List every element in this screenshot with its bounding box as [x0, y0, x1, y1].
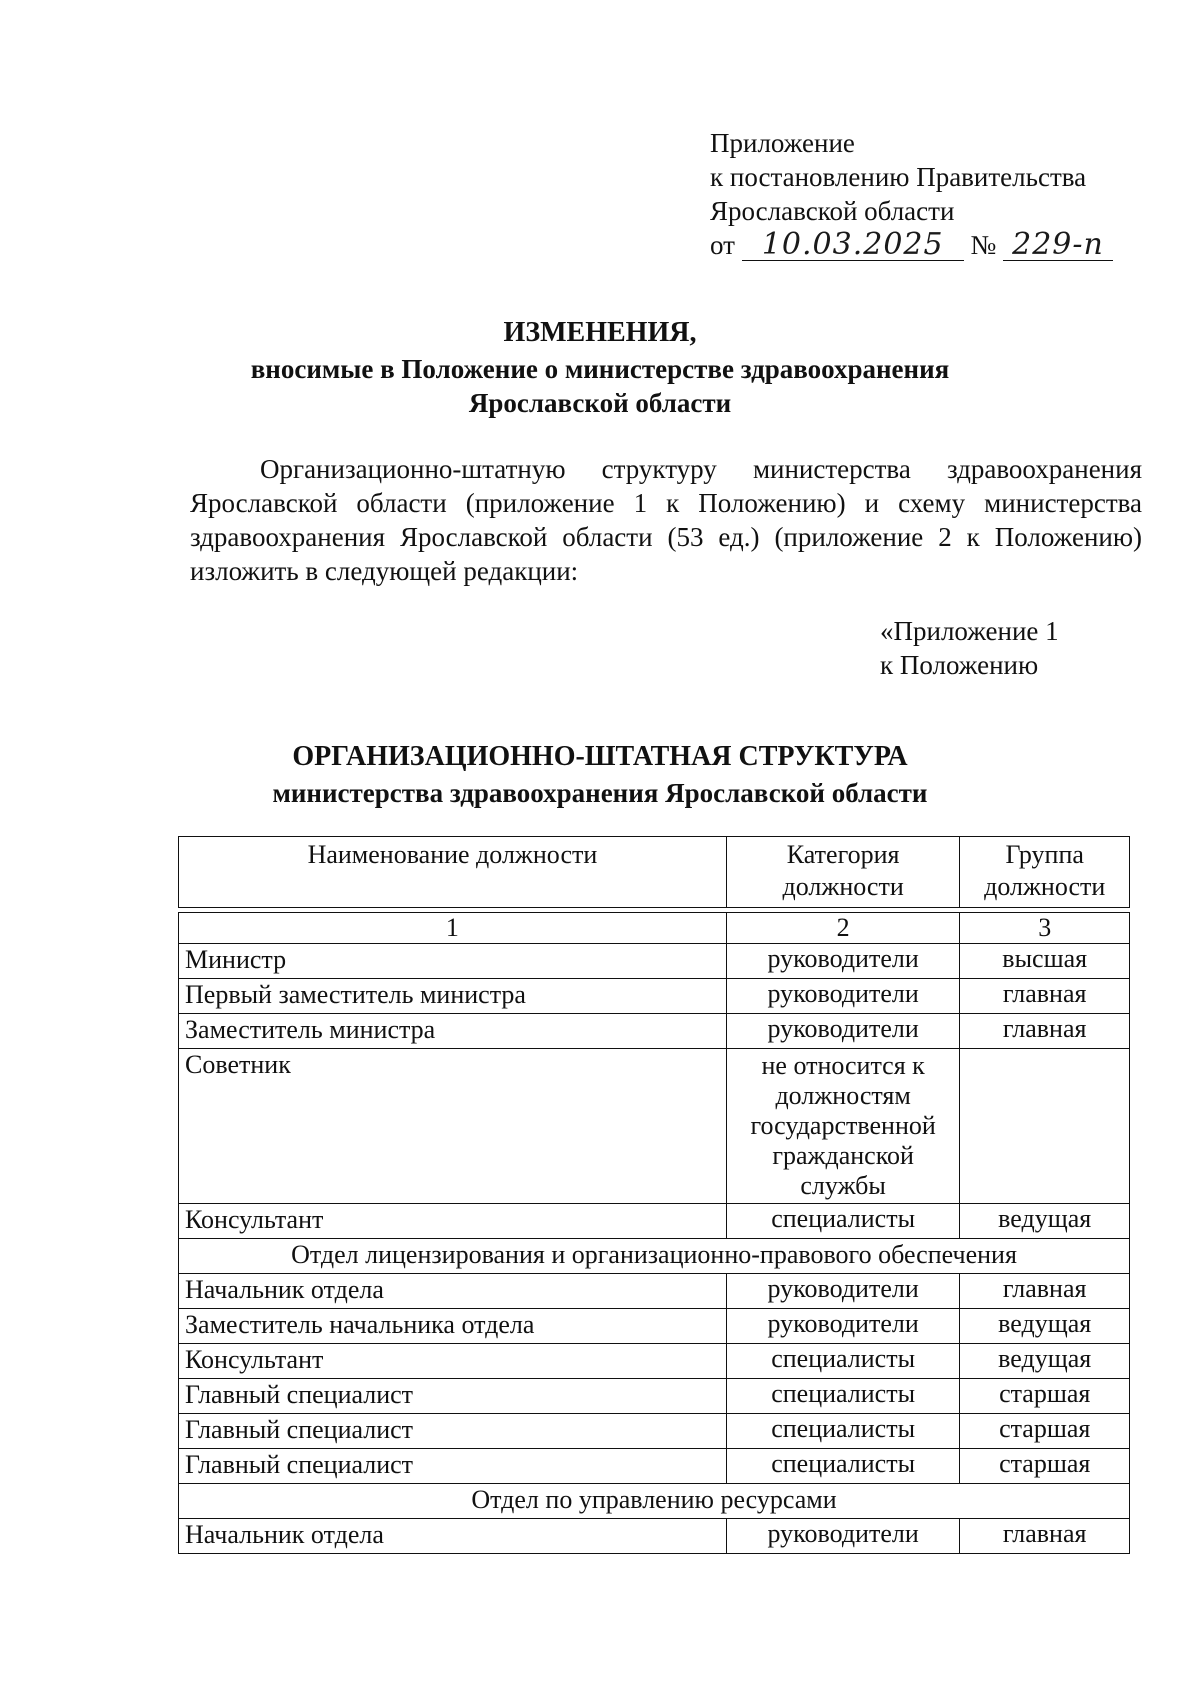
header-group-line-2: должности — [984, 872, 1106, 901]
table-row — [179, 979, 1130, 1014]
position-cell: Главный специалист — [179, 1414, 727, 1449]
section-row — [179, 1239, 1130, 1274]
group-cell: главная — [960, 979, 1130, 1014]
table-row — [179, 1204, 1130, 1239]
category-cell: специалисты — [726, 1379, 960, 1414]
annotation-date-line — [710, 228, 1113, 262]
column-numbers-row — [179, 913, 1130, 944]
category-cell: руководители — [726, 944, 960, 979]
staff-structure-table — [178, 836, 1130, 1554]
group-cell: ведущая — [960, 1344, 1130, 1379]
column-number-2: 2 — [726, 913, 960, 944]
structure-subtitle: министерства здравоохранения Ярославской области — [272, 778, 928, 808]
document-subtitle-line-2: Ярославской области — [468, 388, 732, 418]
group-cell: ведущая — [960, 1204, 1130, 1239]
category-line: должностям — [775, 1081, 911, 1110]
category-line: государственной — [750, 1111, 936, 1140]
position-cell: Главный специалист — [179, 1379, 727, 1414]
position-cell: Заместитель министра — [179, 1014, 727, 1049]
category-cell: руководители — [726, 1519, 960, 1554]
document-title: ИЗМЕНЕНИЯ, — [503, 317, 697, 348]
position-cell: Заместитель начальника отдела — [179, 1309, 727, 1344]
category-cell: руководители — [726, 1309, 960, 1344]
date-prefix: от — [710, 230, 735, 260]
position-cell: Консультант — [179, 1344, 727, 1379]
header-group — [960, 837, 1130, 908]
group-cell: ведущая — [960, 1309, 1130, 1344]
body-line-3: здравоохранения Ярославской области (53 ед.) (приложение 2 к Положению) — [190, 522, 1142, 552]
appendix-line-1: «Приложение 1 — [880, 616, 1059, 646]
category-cell: специалисты — [726, 1204, 960, 1239]
group-cell: старшая — [960, 1414, 1130, 1449]
annotation-line-1: Приложение — [710, 128, 855, 158]
table-row — [179, 1379, 1130, 1414]
date-field — [742, 227, 964, 262]
section-title-licensing: Отдел лицензирования и организационно-правового обеспечения — [179, 1239, 1130, 1274]
category-line: гражданской — [772, 1141, 914, 1170]
category-cell: специалисты — [726, 1414, 960, 1449]
column-number-1: 1 — [179, 913, 727, 944]
category-line: не относится к — [761, 1051, 925, 1080]
table-row — [179, 1449, 1130, 1484]
table-row — [179, 944, 1130, 979]
position-cell: Начальник отдела — [179, 1519, 727, 1554]
group-cell: старшая — [960, 1449, 1130, 1484]
body-line-1: Организационно-штатную структуру министерства здравоохранения — [260, 454, 1142, 484]
category-cell: специалисты — [726, 1449, 960, 1484]
header-category — [726, 837, 960, 908]
handwritten-date: 10.03.2025 — [761, 227, 944, 262]
section-row — [179, 1484, 1130, 1519]
header-category-line-1: Категория — [786, 840, 900, 869]
position-cell: Министр — [179, 944, 727, 979]
section-title-resources: Отдел по управлению ресурсами — [179, 1484, 1130, 1519]
header-position: Наименование должности — [179, 837, 727, 908]
group-cell: старшая — [960, 1379, 1130, 1414]
table-row — [179, 1049, 1130, 1204]
group-cell — [960, 1049, 1130, 1204]
body-line-2: Ярославской области (приложение 1 к Положению) и схему министерства — [190, 488, 1142, 518]
position-cell: Консультант — [179, 1204, 727, 1239]
position-cell: Начальник отдела — [179, 1274, 727, 1309]
handwritten-number: 229-п — [1012, 227, 1104, 262]
table-row — [179, 1274, 1130, 1309]
annotation-line-2: к постановлению Правительства — [710, 162, 1087, 192]
column-number-3: 3 — [960, 913, 1130, 944]
category-cell: руководители — [726, 979, 960, 1014]
structure-title: ОРГАНИЗАЦИОННО-ШТАТНАЯ СТРУКТУРА — [292, 741, 908, 772]
position-cell: Главный специалист — [179, 1449, 727, 1484]
table-row — [179, 1414, 1130, 1449]
table-row — [179, 1344, 1130, 1379]
category-cell — [726, 1049, 960, 1204]
group-cell: высшая — [960, 944, 1130, 979]
category-line: службы — [800, 1171, 886, 1200]
annotation-line-3: Ярославской области — [710, 196, 955, 226]
table-row — [179, 1519, 1130, 1554]
number-prefix: № — [970, 230, 997, 260]
body-paragraph — [190, 452, 1142, 588]
appendix-line-2: к Положению — [880, 650, 1039, 680]
position-cell: Советник — [179, 1049, 727, 1204]
header-category-line-2: должности — [782, 872, 904, 901]
body-line-4: изложить в следующей редакции: — [190, 556, 579, 586]
category-cell: руководители — [726, 1274, 960, 1309]
group-cell: главная — [960, 1014, 1130, 1049]
group-cell: главная — [960, 1274, 1130, 1309]
category-cell: руководители — [726, 1014, 960, 1049]
position-cell: Первый заместитель министра — [179, 979, 727, 1014]
group-cell: главная — [960, 1519, 1130, 1554]
category-cell: специалисты — [726, 1344, 960, 1379]
table-row — [179, 1309, 1130, 1344]
number-field — [1003, 227, 1113, 262]
document-subtitle-line-1: вносимые в Положение о министерстве здравоохранения — [250, 354, 950, 384]
table-row — [179, 1014, 1130, 1049]
table-header-row — [179, 837, 1130, 908]
header-group-line-1: Группа — [1005, 840, 1084, 869]
